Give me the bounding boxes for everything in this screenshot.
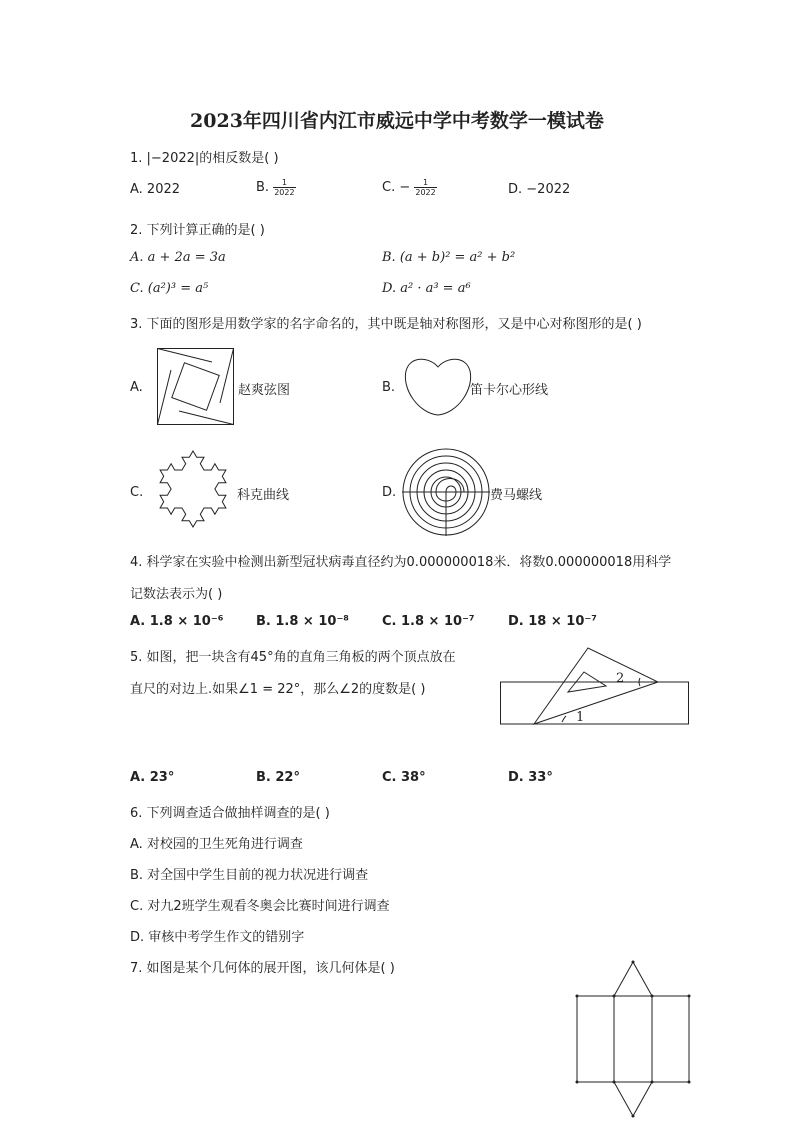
q5-option-c: C. 38° — [382, 770, 426, 785]
q4-stem-line1: 4. 科学家在实验中检测出新型冠状病毒直径约为0.000000018米．将数0.000000018用科学 — [130, 555, 672, 570]
q1-option-a: A. 2022 — [130, 182, 181, 197]
q3-a-caption: 赵爽弦图 — [238, 383, 291, 398]
q3-option-b: B. — [382, 380, 396, 395]
fermat-spiral-diagram — [402, 448, 490, 536]
q2-option-a: A. a + 2a = 3a — [130, 250, 226, 265]
q1-option-b — [256, 178, 296, 197]
q3-d-caption: 费马螺线 — [490, 488, 543, 503]
q1-option-d: D. −2022 — [508, 182, 571, 197]
q2-option-b: B. (a + b)² = a² + b² — [382, 250, 516, 265]
q1-b-numerator: 1 — [273, 178, 295, 188]
q6-option-d: D. 审核中考学生作文的错别字 — [130, 930, 305, 945]
q7-stem: 7. 如图是某个几何体的展开图，该几何体是( ) — [130, 961, 395, 976]
q5-option-a: A. 23° — [130, 770, 175, 785]
q3-stem: 3. 下面的图形是用数学家的名字命名的，其中既是轴对称图形，又是中心对称图形的是( ) — [130, 317, 642, 332]
angle-2-label: 2 — [616, 671, 625, 686]
q1-b-denominator: 2022 — [274, 188, 295, 197]
q5-option-d: D. 33° — [508, 770, 553, 785]
q3-b-caption: 笛卡尔心形线 — [470, 383, 549, 398]
q1-stem: 1. |−2022|的相反数是( ) — [130, 151, 279, 166]
prism-net-diagram — [575, 960, 691, 1118]
cardioid-diagram — [404, 357, 472, 417]
q1-option-c — [382, 178, 437, 197]
q5-stem-line2: 直尺的对边上.如果∠1 = 22°，那么∠2的度数是( ) — [130, 682, 426, 697]
q3-c-caption: 科克曲线 — [237, 488, 290, 503]
q5-stem-line1: 5. 如图，把一块含有45°角的直角三角板的两个顶点放在 — [130, 650, 456, 665]
q4-stem-line2: 记数法表示为( ) — [130, 587, 223, 602]
q4-option-c: C. 1.8 × 10⁻⁷ — [382, 614, 475, 629]
q1-option-c-fraction — [414, 178, 436, 197]
q6-option-b: B. 对全国中学生目前的视力状况进行调查 — [130, 868, 369, 883]
q3-option-c: C. — [130, 485, 144, 500]
zhao-shuang-diagram — [157, 348, 235, 426]
q6-option-c: C. 对九2班学生观看冬奥会比赛时间进行调查 — [130, 899, 390, 914]
q2-stem: 2. 下列计算正确的是( ) — [130, 223, 265, 238]
q2-option-c: C. (a²)³ = a⁵ — [130, 281, 209, 296]
q4-option-d: D. 18 × 10⁻⁷ — [508, 614, 597, 629]
q1-option-c-label: C. − — [382, 180, 411, 195]
koch-snowflake-diagram — [148, 444, 238, 534]
exam-title: 2023年四川省内江市威远中学中考数学一模试卷 — [190, 110, 604, 132]
q4-option-a: A. 1.8 × 10⁻⁶ — [130, 614, 224, 629]
q6-stem: 6. 下列调查适合做抽样调查的是( ) — [130, 806, 330, 821]
q1-c-denominator: 2022 — [415, 188, 436, 197]
q6-option-a: A. 对校园的卫生死角进行调查 — [130, 837, 303, 852]
q1-c-numerator: 1 — [414, 178, 436, 188]
q2-option-d: D. a² · a³ = a⁶ — [382, 281, 471, 296]
q1-option-b-fraction — [273, 178, 295, 197]
q3-option-d: D. — [382, 485, 397, 500]
q5-option-b: B. 22° — [256, 770, 300, 785]
angle-1-label: 1 — [576, 710, 585, 725]
q1-option-b-label: B. — [256, 180, 270, 195]
q4-option-b: B. 1.8 × 10⁻⁸ — [256, 614, 349, 629]
q3-option-a: A. — [130, 380, 143, 395]
ruler-triangle-diagram — [500, 648, 690, 726]
